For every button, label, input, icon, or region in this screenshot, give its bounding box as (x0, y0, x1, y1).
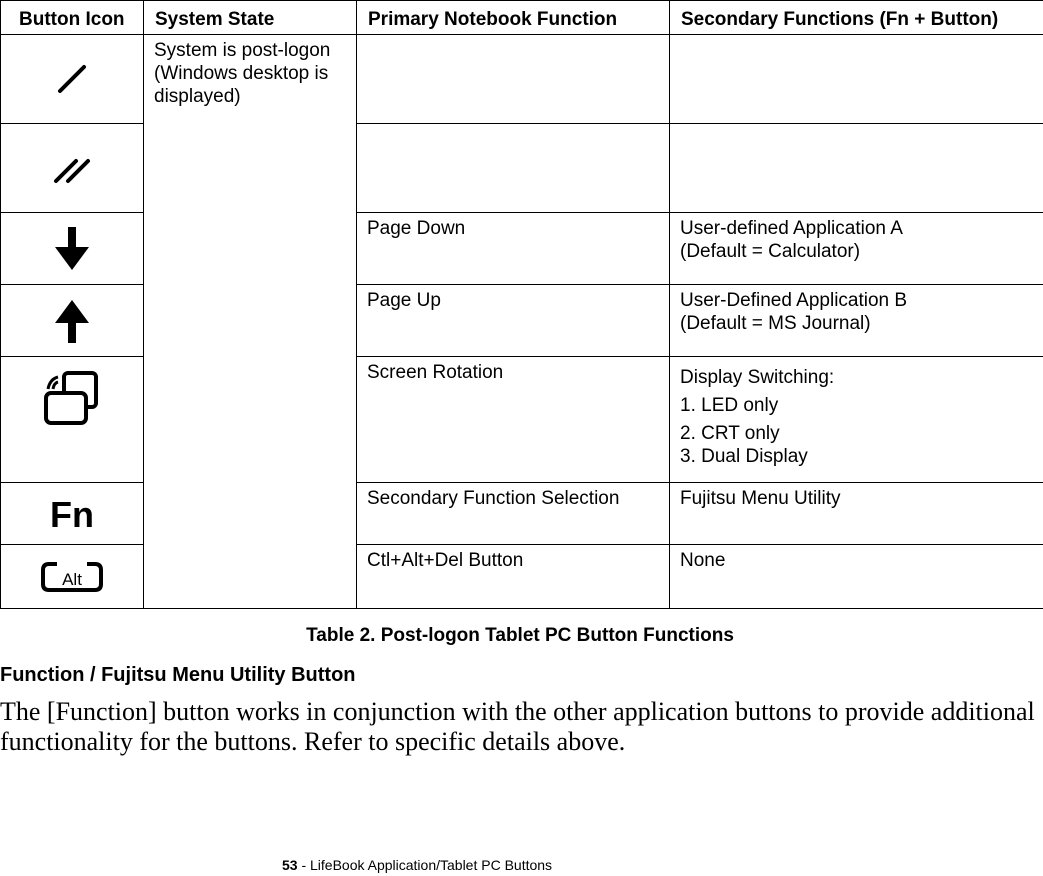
table-row (1, 35, 1043, 124)
secondary-line: 2. CRT only (680, 423, 780, 444)
secondary-function-cell (670, 357, 1043, 483)
primary-function-cell: Page Up (357, 285, 670, 357)
table-caption (0, 625, 1043, 647)
primary-function-cell (357, 124, 670, 213)
footer-text: - LifeBook Application/Tablet PC Buttons (297, 857, 553, 873)
primary-function-cell (357, 35, 670, 124)
fn-icon-text: Fn (50, 493, 94, 534)
single-slash-icon (52, 59, 92, 99)
icon-cell (1, 357, 144, 483)
double-slash-icon (52, 148, 92, 188)
secondary-line: User-Defined Application B (680, 290, 908, 311)
fn-icon (42, 494, 102, 534)
page-footer (282, 857, 552, 873)
secondary-function-cell (670, 35, 1043, 124)
header-button-icon: Button Icon (1, 1, 144, 35)
icon-cell (1, 213, 144, 285)
secondary-line: (Default = MS Journal) (680, 313, 871, 334)
primary-function-cell: Screen Rotation (357, 357, 670, 483)
primary-function-cell: Ctl+Alt+Del Button (357, 545, 670, 609)
primary-function-cell: Secondary Function Selection (357, 483, 670, 545)
icon-cell (1, 285, 144, 357)
secondary-function-cell (670, 213, 1043, 285)
secondary-function-cell: None (670, 545, 1043, 609)
secondary-function-cell (670, 285, 1043, 357)
icon-cell (1, 545, 144, 609)
page-number: 53 (282, 857, 298, 873)
table-header-row (1, 1, 1043, 35)
secondary-line: 1. LED only (680, 395, 779, 416)
arrow-up-icon (52, 297, 92, 345)
header-secondary-functions: Secondary Functions (Fn + Button) (670, 1, 1043, 35)
secondary-line: User-defined Application A (680, 218, 903, 239)
header-system-state: System State (144, 1, 357, 35)
alt-icon-text: Alt (62, 569, 82, 589)
table-caption-text: Table 2. Post-logon Tablet PC Button Functions (306, 625, 734, 646)
secondary-line: 3. Dual Display (680, 446, 808, 467)
alt-icon (39, 560, 105, 594)
system-state-cell: System is post-logon (Windows desktop is displayed) (144, 35, 357, 609)
secondary-function-cell: Fujitsu Menu Utility (670, 483, 1043, 545)
icon-cell (1, 483, 144, 545)
screen-rotation-icon (42, 369, 102, 429)
secondary-function-cell (670, 124, 1043, 213)
icon-cell (1, 35, 144, 124)
header-primary-function: Primary Notebook Function (357, 1, 670, 35)
icon-cell (1, 124, 144, 213)
secondary-line: (Default = Calculator) (680, 241, 861, 262)
body-paragraph: The [Function] button works in conjunction with the other application buttons to provide additional functionality for the buttons. Refer to specific details above. (0, 697, 1035, 756)
secondary-line: Display Switching: (680, 367, 835, 388)
arrow-down-icon (52, 225, 92, 273)
section-heading: Function / Fujitsu Menu Utility Button (0, 664, 356, 686)
primary-function-cell: Page Down (357, 213, 670, 285)
